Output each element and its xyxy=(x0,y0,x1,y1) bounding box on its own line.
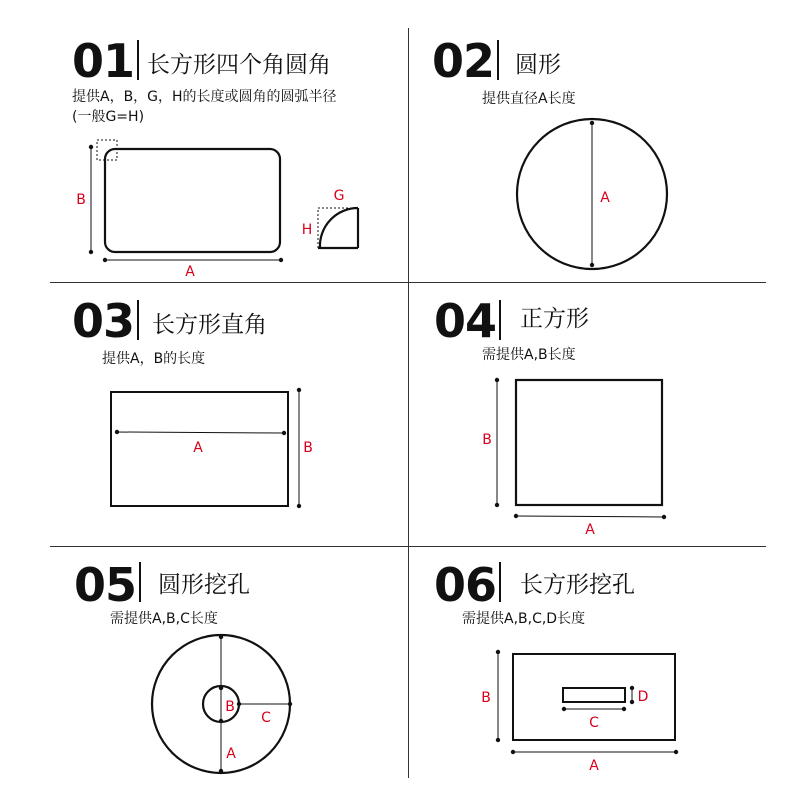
label-g: G xyxy=(333,188,345,204)
dimension-line-a xyxy=(117,432,284,433)
rounded-rectangle xyxy=(105,149,280,252)
dimension-endpoint xyxy=(103,258,107,262)
label-b: B xyxy=(303,440,313,456)
dimension-endpoint xyxy=(630,700,634,704)
label-h: H xyxy=(301,222,313,238)
dimension-endpoint xyxy=(279,258,283,262)
label-a: A xyxy=(185,264,195,280)
dimension-endpoint xyxy=(288,702,292,706)
dimension-labels xyxy=(76,188,648,774)
dimension-endpoint xyxy=(590,121,594,125)
label-d: D xyxy=(637,689,649,705)
panel-number: 03 xyxy=(72,294,135,348)
label-b: B xyxy=(482,432,492,448)
dimension-endpoint xyxy=(511,750,515,754)
dimension-endpoint xyxy=(219,769,223,773)
slotted-rectangle-figure xyxy=(496,650,678,754)
panel-title: 长方形挖孔 xyxy=(520,572,635,598)
slot-hole xyxy=(563,688,625,702)
panel-title: 长方形直角 xyxy=(152,312,267,338)
dimension-endpoint xyxy=(297,504,301,508)
label-c: C xyxy=(589,715,599,731)
dimension-endpoint xyxy=(219,719,223,723)
dimension-endpoint xyxy=(630,686,634,690)
dimension-endpoint xyxy=(237,702,241,706)
panel-number: 01 xyxy=(72,34,135,88)
ring-figure xyxy=(152,635,292,773)
dimension-endpoint xyxy=(496,650,500,654)
corner-arc xyxy=(320,208,358,248)
dimension-endpoint xyxy=(662,515,666,519)
panel-number: 06 xyxy=(434,558,497,612)
label-a: A xyxy=(600,190,610,206)
label-b: B xyxy=(481,690,491,706)
dimension-endpoint xyxy=(297,388,301,392)
dimension-endpoint xyxy=(562,707,566,711)
panel-description: 提供直径A长度 xyxy=(482,91,576,107)
square-figure xyxy=(495,378,666,519)
panel-number: 04 xyxy=(434,294,497,348)
dimension-endpoint xyxy=(622,707,626,711)
dimension-endpoint xyxy=(674,750,678,754)
dimension-endpoint xyxy=(590,263,594,267)
dimension-endpoint xyxy=(219,635,223,639)
dimension-endpoint xyxy=(495,378,499,382)
dimension-endpoint xyxy=(219,686,223,690)
label-a: A xyxy=(585,522,595,538)
panel-description: 需提供A,B,C长度 xyxy=(110,611,218,627)
panel-number: 05 xyxy=(74,558,137,612)
dimension-endpoint xyxy=(496,738,500,742)
square-shape xyxy=(516,380,662,505)
dimension-endpoint xyxy=(514,514,518,518)
panel-title: 长方形四个角圆角 xyxy=(147,52,331,78)
panel-title: 圆形挖孔 xyxy=(158,572,250,598)
panel-description-note: (一般G=H) xyxy=(72,109,145,125)
panel-description: 需提供A,B长度 xyxy=(482,347,576,363)
dimension-endpoint xyxy=(115,430,119,434)
circle-figure xyxy=(517,119,667,269)
panel-title: 圆形 xyxy=(515,52,561,78)
panel-description: 需提供A,B,C,D长度 xyxy=(462,611,586,627)
dimension-endpoint xyxy=(89,250,93,254)
label-c: C xyxy=(261,710,271,726)
panel-description: 提供A，B，G，H的长度或圆角的圆弧半径 xyxy=(72,89,337,105)
panel-title: 正方形 xyxy=(520,306,589,332)
label-b: B xyxy=(76,192,86,208)
label-a: A xyxy=(193,440,203,456)
label-a: A xyxy=(226,746,236,762)
panel-description: 提供A，B的长度 xyxy=(102,351,206,367)
label-b: B xyxy=(225,699,235,715)
panel-number: 02 xyxy=(432,34,495,88)
rectangle-figure xyxy=(111,388,301,508)
label-a: A xyxy=(589,758,599,774)
dimension-endpoint xyxy=(282,431,286,435)
rounded-rectangle-figure xyxy=(89,140,358,262)
dimension-endpoint xyxy=(89,145,93,149)
dimension-line-a xyxy=(516,516,664,517)
dimension-endpoint xyxy=(495,503,499,507)
